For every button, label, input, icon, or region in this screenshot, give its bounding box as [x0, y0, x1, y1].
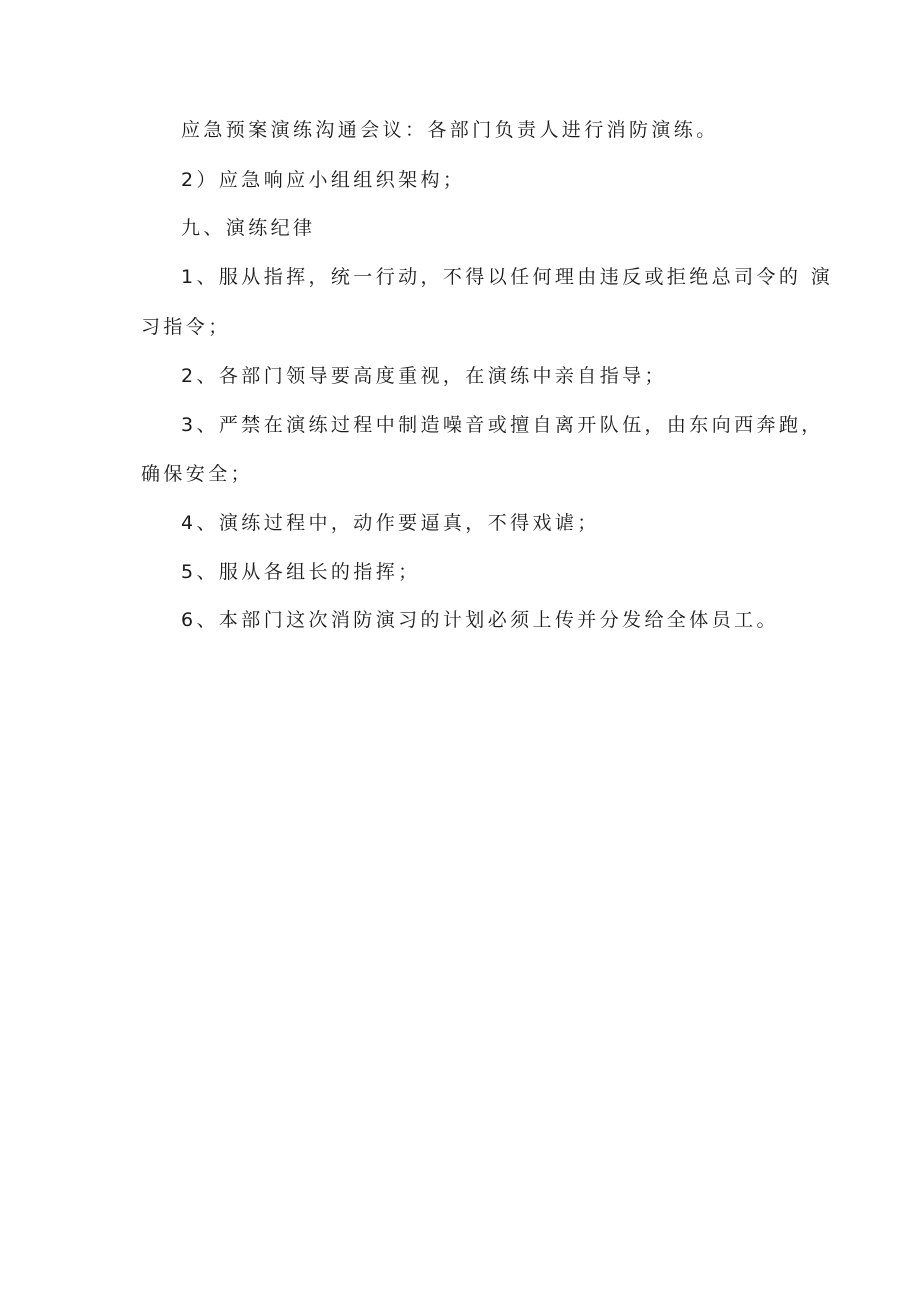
rule-1-line-2: 习指令；	[141, 316, 231, 338]
rule-1-line-1: 1、服从指挥，统一行动，不得以任何理由违反或拒绝总司令的 演	[181, 266, 834, 288]
rule-4: 4、演练过程中，动作要逼真，不得戏谑；	[181, 512, 600, 534]
paragraph-drill-meeting: 应急预案演练沟通会议：各部门负责人进行消防演练。	[181, 119, 719, 141]
rule-6: 6、本部门这次消防演习的计划必须上传并分发给全体员工。	[181, 609, 779, 631]
rule-3-line-1: 3、严禁在演练过程中制造噪音或擅自离开队伍，由东向西奔跑，	[181, 414, 824, 436]
rule-2: 2、各部门领导要高度重视，在演练中亲自指导；	[181, 365, 667, 387]
section-heading-discipline: 九、演练纪律	[181, 217, 316, 239]
paragraph-response-team: 2）应急响应小组组织架构；	[181, 169, 466, 191]
rule-3-line-2: 确保安全；	[141, 463, 254, 485]
rule-5: 5、服从各组长的指挥；	[181, 561, 421, 583]
